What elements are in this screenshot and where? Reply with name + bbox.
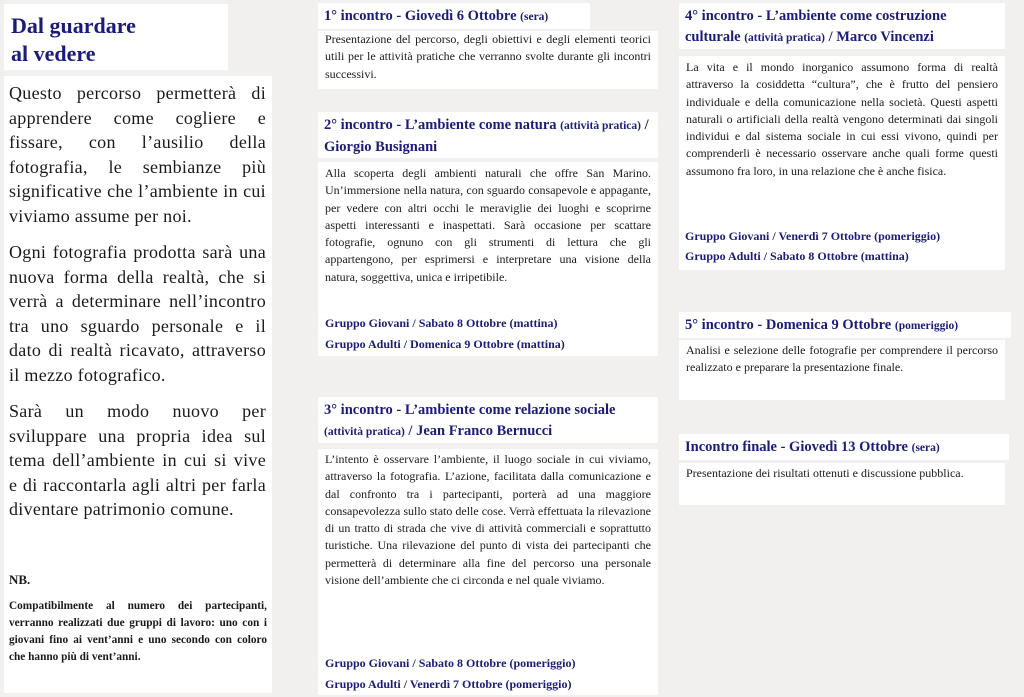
page-title-line-1: Dal guardare [11,13,136,38]
final-meeting-body: Presentazione dei risultati ottenuti e discussione pubblica. [686,466,964,480]
meeting-4-tag: (attività pratica) [744,32,825,44]
page-title-line-2: al vedere [11,41,96,66]
meeting-2-header [318,112,658,158]
meeting-1-header [318,3,590,29]
meeting-2-group-1: Gruppo Giovani / Sabato 8 Ottobre (mattina) [325,316,558,330]
intro-paragraph-3: Sarà un modo nuovo per sviluppare una propria idea sul tema dell’ambiente in cui si vive e di raccontarla agli altri per farla diventare patrimonio comune. [9,401,266,519]
meeting-4-title: 4° incontro - L’ambiente come costruzione culturale [685,8,947,45]
final-meeting-body-box [679,463,1005,505]
meeting-5-title: 5° incontro - Domenica 9 Ottobre [685,317,892,333]
intro-paragraph-1: Questo percorso permetterà di apprendere come cogliere e fissare, con l’ausilio della fotografia, le sembianze più significative che l’ambiente in cui viviamo assume per noi. [9,83,266,226]
meeting-3-body-box [318,449,658,695]
meeting-5-body: Analisi e selezione delle fotografie per comprendere il percorso realizzato e preparare la presentazione finale. [686,343,998,375]
meeting-2-tag: (attività pratica) [560,120,641,132]
meeting-3-header [318,397,658,443]
intro-paragraph-2: Ogni fotografia prodotta sarà una nuova forma della realtà, che si verrà a determinare nell’incontro tra uno sguardo personale e il dato di realtà ricavato, attraverso il mezzo fotografico. [9,242,266,385]
meeting-5-body-box [679,340,1005,400]
meeting-3-group-1: Gruppo Giovani / Sabato 8 Ottobre (pomeriggio) [325,656,576,670]
title-box [4,4,228,70]
meeting-1-tag: (sera) [520,11,549,23]
meeting-4-author: / Marco Vincenzi [828,29,934,45]
meeting-5-tag: (pomeriggio) [894,320,959,332]
nb-title: NB. [9,572,31,587]
meeting-3-title: 3° incontro - L’ambiente come relazione sociale [324,402,616,418]
meeting-5-header [679,312,1011,338]
meeting-4-body-box [679,56,1005,270]
meeting-3-group-2: Gruppo Adulti / Venerdì 7 Ottobre (pomeriggio) [325,677,572,691]
meeting-2-body: Alla scoperta degli ambienti naturali che offre San Marino. Un’immersione nella natura, con sguardo consapevole e appagante, per vedere con altri occhi le meraviglie dei luoghi e scoprirne aspetti interessanti e inaspettati. Sarà occasione per scattare fotografie, ognuno con gli strumenti di lettura che gli appartengono, per esprimersi e interpretare una visione della natura, soggettiva, unica e irripetibile. [325,166,651,284]
final-meeting-tag: (sera) [911,442,940,454]
meeting-1-title: 1° incontro - Giovedì 6 Ottobre [324,8,517,24]
meeting-3-author: / Jean Franco Bernucci [408,423,553,439]
meeting-2-group-2: Gruppo Adulti / Domenica 9 Ottobre (mattina) [325,337,565,351]
meeting-2-author: / Giorgio Busignani [324,117,649,155]
nb-box [4,566,272,693]
meeting-1-body-box [318,31,658,89]
meeting-4-group-1: Gruppo Giovani / Venerdì 7 Ottobre (pomeriggio) [685,229,941,243]
nb-text: Compatibilmente al numero dei partecipanti, verranno realizzati due gruppi di lavoro: uno con i giovani fino ai vent’anni e uno secondo con coloro che hanno più di vent’anni. [9,600,267,663]
meeting-4-body: La vita e il mondo inorganico assumono forma di realtà attraverso la cosiddetta “cultura”, che è frutto del pensiero individuale e della comunicazione nella società. Questi aspetti naturali o artificiali della realtà vengono determinati dai singoli individui e dal sistema sociale in cui essi vivono, quindi per comprenderli è necessario osservare anche quali forme questi assumono fra loro, in una relazione che è anche fisica. [686,60,998,178]
meeting-3-body: L’intento è osservare l’ambiente, il luogo sociale in cui viviamo, attraverso la fotografia. L’azione, facilitata dalla comunicazione e dal confronto tra i partecipanti, porterà ad una maggiore consapevolezza sullo stato delle cose. Verrà effettuata la rilevazione di un tratto di strada che vive di attività commerciali e soprattutto turistiche. Una rilevazione del punto di vista dei partecipanti che permetterà di determinare alla fine del percorso una personale visione dell’ambiente che ci circonda e nel quale viviamo. [325,452,651,588]
intro-box [4,76,272,566]
meeting-2-body-box [318,162,658,356]
meeting-3-tag: (attività pratica) [324,426,405,438]
page-title [11,12,136,68]
meeting-4-header [679,3,1005,49]
meeting-4-group-2: Gruppo Adulti / Sabato 8 Ottobre (mattina) [685,249,909,263]
meeting-1-body: Presentazione del percorso, degli obiettivi e degli elementi teorici utili per le attività pratiche che verranno svolte durante gli incontri successivi. [325,32,651,81]
meeting-2-title: 2° incontro - L’ambiente come natura [324,117,557,133]
final-meeting-title: Incontro finale - Giovedì 13 Ottobre [685,439,908,455]
final-meeting-header [679,434,1009,460]
